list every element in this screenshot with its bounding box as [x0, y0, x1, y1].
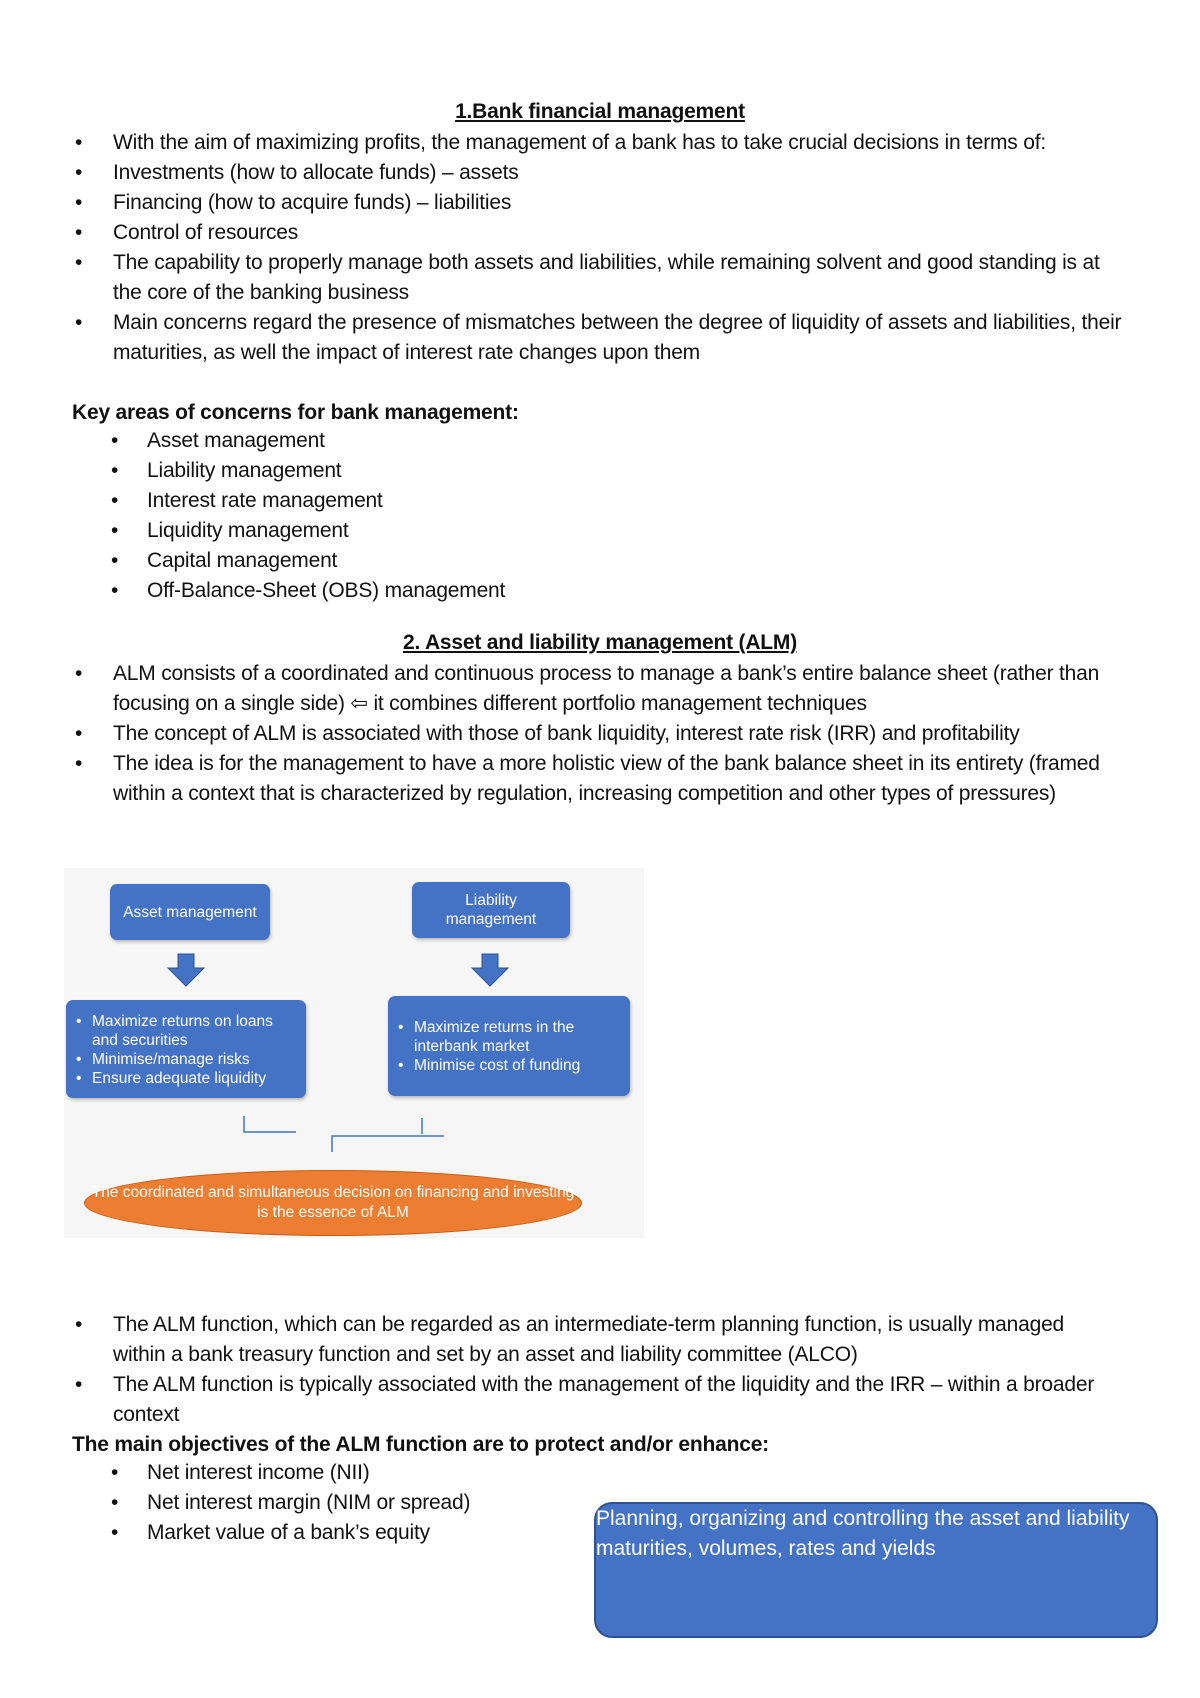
- section-3-bullets: [75, 1310, 1135, 1430]
- list-item: • Off-Balance-Sheet (OBS) management: [111, 576, 811, 606]
- down-arrow-icon: [168, 954, 204, 986]
- list-item: • Capital management: [111, 546, 811, 576]
- list-item: • Maximize returns in the interbank market: [394, 1018, 624, 1056]
- section-1-bullets: [75, 128, 1155, 368]
- connector-line: [332, 1136, 444, 1152]
- alm-essence-ellipse: The coordinated and simultaneous decision on financing and investing is the essence of ALM: [84, 1170, 582, 1236]
- list-item: • Minimise/manage risks: [72, 1050, 300, 1069]
- section-1-title: 1.Bank financial management: [455, 100, 745, 123]
- liability-management-box: Liability management: [412, 882, 570, 938]
- list-item: • Asset management: [111, 426, 811, 456]
- section-2-bullets: [75, 659, 1155, 809]
- objectives-heading: The main objectives of the ALM function are to protect and/or enhance:: [72, 1433, 769, 1456]
- list-item: • Maximize returns on loans and securities: [72, 1012, 300, 1050]
- list-item: • Liability management: [111, 456, 811, 486]
- list-item: • With the aim of maximizing profits, the management of a bank has to take crucial decisions in terms of:: [75, 128, 1155, 158]
- list-item: • Interest rate management: [111, 486, 811, 516]
- list-item: • Liquidity management: [111, 516, 811, 546]
- list-item: • Main concerns regard the presence of mismatches between the degree of liquidity of assets and liabilities, their maturities, as well the impact of interest rate changes upon them: [75, 308, 1123, 368]
- list-item: • Minimise cost of funding: [394, 1056, 624, 1075]
- list-item: • Net interest income (NII): [111, 1458, 551, 1488]
- alm-diagram: [64, 868, 644, 1238]
- list-item: • Market value of a bank’s equity: [111, 1518, 551, 1548]
- liability-goals-box: [388, 996, 630, 1096]
- list-item: • Financing (how to acquire funds) – liabilities: [75, 188, 1155, 218]
- list-item: • The capability to properly manage both assets and liabilities, while remaining solvent and good standing is at the core of the banking business: [75, 248, 1103, 308]
- list-item: • The idea is for the management to have a more holistic view of the bank balance sheet in its entirety (framed within a context that is characterized by regulation, increasing competition and other types of pressures): [75, 749, 1155, 809]
- list-item: • The ALM function, which can be regarded as an intermediate-term planning function, is usually managed within a bank treasury function and set by an asset and liability committee (ALCO): [75, 1310, 1103, 1370]
- alm-definition-callout: Planning, organizing and controlling the asset and liability maturities, volumes, rates and yields: [594, 1502, 1158, 1638]
- list-item: • The concept of ALM is associated with those of bank liquidity, interest rate risk (IRR) and profitability: [75, 719, 1155, 749]
- section-2-title: 2. Asset and liability management (ALM): [403, 631, 797, 654]
- asset-goals-box: [66, 1000, 306, 1098]
- list-item: • The ALM function is typically associated with the management of the liquidity and the IRR – within a broader context: [75, 1370, 1135, 1430]
- list-item: • Net interest margin (NIM or spread): [111, 1488, 551, 1518]
- list-item: • Investments (how to allocate funds) – assets: [75, 158, 1155, 188]
- down-arrow-icon: [472, 954, 508, 986]
- key-areas-heading: Key areas of concerns for bank management:: [72, 401, 519, 424]
- list-item: • ALM consists of a coordinated and continuous process to manage a bank’s entire balance sheet (rather than focusing on a single side) ⇦ it combines different portfolio management techniques: [75, 659, 1155, 719]
- list-item: • Ensure adequate liquidity: [72, 1069, 300, 1088]
- key-areas-list: [111, 426, 811, 606]
- objectives-list: [111, 1458, 551, 1548]
- list-item: • Control of resources: [75, 218, 1155, 248]
- asset-management-box: Asset management: [110, 884, 270, 940]
- connector-line: [244, 1116, 296, 1132]
